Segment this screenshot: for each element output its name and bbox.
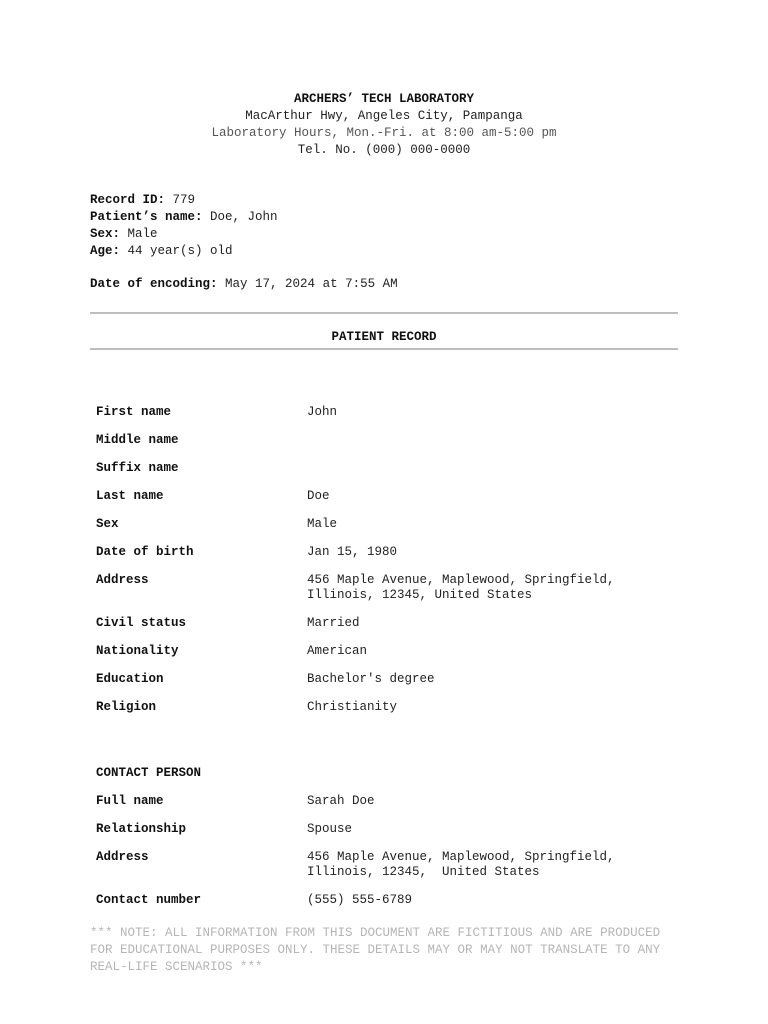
section-divider-top xyxy=(90,312,678,314)
field-label: Address xyxy=(96,573,149,587)
field-label: Address xyxy=(96,850,149,864)
age-line xyxy=(90,243,678,260)
record-id-value: 779 xyxy=(172,193,196,207)
field-row-suffix-name xyxy=(96,461,678,476)
encoding-date-label: Date of encoding: xyxy=(90,277,218,291)
patient-name-line xyxy=(90,209,678,226)
field-row-contact-address xyxy=(96,850,678,880)
field-row-sex xyxy=(96,517,678,532)
patient-name-value: Doe, John xyxy=(210,210,278,224)
lab-name: ARCHERS’ TECH LABORATORY xyxy=(293,92,475,106)
field-label: Religion xyxy=(96,700,157,714)
field-label: Civil status xyxy=(96,616,187,630)
field-value: John xyxy=(307,405,338,419)
field-label: Full name xyxy=(96,794,164,808)
field-value: Jan 15, 1980 xyxy=(307,545,398,559)
field-row-contact-full-name xyxy=(96,794,678,809)
field-label: Last name xyxy=(96,489,164,503)
field-label: Nationality xyxy=(96,644,179,658)
field-row-religion xyxy=(96,700,678,715)
lab-hours: Laboratory Hours, Mon.-Fri. at 8:00 am-5:00 pm xyxy=(211,126,557,140)
encoding-date-value: May 17, 2024 at 7:55 AM xyxy=(225,277,398,291)
age-label: Age: xyxy=(90,244,121,258)
record-id-label: Record ID: xyxy=(90,193,166,207)
field-value: Male xyxy=(307,517,338,531)
field-label: Date of birth xyxy=(96,545,194,559)
field-value xyxy=(307,461,678,476)
record-meta xyxy=(90,192,678,293)
lab-address: MacArthur Hwy, Angeles City, Pampanga xyxy=(245,109,523,123)
meta-spacer xyxy=(90,260,678,276)
field-value: Sarah Doe xyxy=(307,794,375,808)
section-title: PATIENT RECORD xyxy=(331,330,437,344)
field-label: Relationship xyxy=(96,822,187,836)
field-row-civil-status xyxy=(96,616,678,631)
lab-telephone: Tel. No. (000) 000-0000 xyxy=(297,143,471,157)
field-row-contact-number xyxy=(96,893,678,908)
field-row-first-name xyxy=(96,405,678,420)
encoding-date-line xyxy=(90,276,678,293)
field-value: Doe xyxy=(307,489,330,503)
disclaimer-note: *** NOTE: ALL INFORMATION FROM THIS DOCUMENT ARE FICTITIOUS AND ARE PRODUCED FOR EDUCATIONAL PURPOSES ONLY. THESE DETAILS MAY OR MAY NOT TRANSLATE TO ANY REAL-LIFE SCENARIOS *** xyxy=(90,926,661,974)
field-value: Spouse xyxy=(307,822,353,836)
field-label: Contact number xyxy=(96,893,202,907)
field-value: Christianity xyxy=(307,700,398,714)
field-value: Bachelor's degree xyxy=(307,672,435,686)
patient-details xyxy=(96,405,678,728)
age-value: 44 year(s) old xyxy=(127,244,233,258)
sex-label: Sex: xyxy=(90,227,121,241)
field-label: Middle name xyxy=(96,433,179,447)
field-value xyxy=(307,433,678,448)
sex-line xyxy=(90,226,678,243)
lab-header xyxy=(90,91,678,159)
field-label: Sex xyxy=(96,517,119,531)
sex-value: Male xyxy=(127,227,158,241)
field-row-contact-relationship xyxy=(96,822,678,837)
field-row-date-of-birth xyxy=(96,545,678,560)
contact-person-heading: CONTACT PERSON xyxy=(96,766,202,780)
field-value: American xyxy=(307,644,368,658)
field-label: First name xyxy=(96,405,172,419)
field-value: (555) 555-6789 xyxy=(307,893,413,907)
contact-person-details xyxy=(96,794,678,921)
section-divider-bottom xyxy=(90,348,678,350)
field-value: 456 Maple Avenue, Maplewood, Springfield, Illinois, 12345, United States xyxy=(307,573,615,602)
field-row-nationality xyxy=(96,644,678,659)
field-value: Married xyxy=(307,616,360,630)
field-label: Suffix name xyxy=(96,461,179,475)
field-row-education xyxy=(96,672,678,687)
field-row-last-name xyxy=(96,489,678,504)
record-id-line xyxy=(90,192,678,209)
field-label: Education xyxy=(96,672,164,686)
patient-name-label: Patient’s name: xyxy=(90,210,203,224)
field-row-address xyxy=(96,573,678,603)
field-value: 456 Maple Avenue, Maplewood, Springfield, Illinois, 12345, United States xyxy=(307,850,615,879)
field-row-middle-name xyxy=(96,433,678,448)
